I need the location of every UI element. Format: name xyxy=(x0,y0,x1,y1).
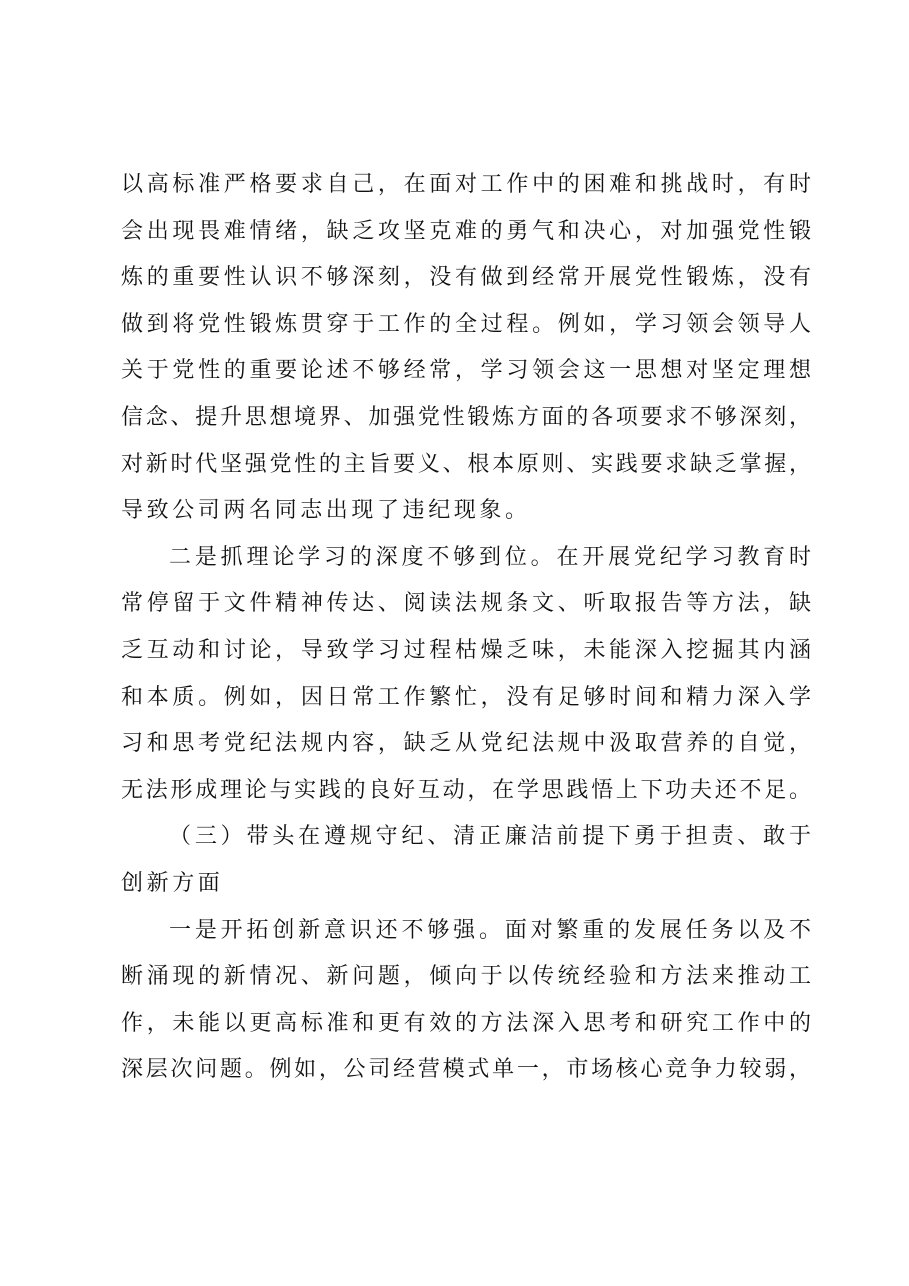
text-line: 二是抓理论学习的深度不够到位。在开展党纪学习教育时 xyxy=(169,544,811,570)
text-line: 对新时代坚强党性的主旨要义、根本原则、实践要求缺乏掌握， xyxy=(121,451,811,477)
text-line: 会出现畏难情绪，缺乏攻坚克难的勇气和决心，对加强党性锻 xyxy=(121,218,811,244)
text-line: 断涌现的新情况、新问题，倾向于以传统经验和方法来推动工 xyxy=(121,964,811,990)
text-line: 导致公司两名同志出现了违纪现象。 xyxy=(121,498,531,524)
text-line: 做到将党性锻炼贯穿于工作的全过程。例如，学习领会领导人 xyxy=(121,311,811,337)
heading-line: 创新方面 xyxy=(121,870,224,896)
text-line: 和本质。例如，因日常工作繁忙，没有足够时间和精力深入学 xyxy=(121,684,811,710)
text-line: 习和思考党纪法规内容，缺乏从党纪法规中汲取营养的自觉， xyxy=(121,731,811,757)
heading-line: （三）带头在遵规守纪、清正廉洁前提下勇于担责、敢于 xyxy=(169,824,811,850)
text-line: 信念、提升思想境界、加强党性锻炼方面的各项要求不够深刻， xyxy=(121,404,811,430)
text-line: 深层次问题。例如，公司经营模式单一，市场核心竞争力较弱， xyxy=(121,1057,811,1083)
text-line: 炼的重要性认识不够深刻，没有做到经常开展党性锻炼，没有 xyxy=(121,265,811,291)
text-line: 无法形成理论与实践的良好互动，在学思践悟上下功夫还不足。 xyxy=(121,777,811,803)
text-line: 作，未能以更高标准和更有效的方法深入思考和研究工作中的 xyxy=(121,1010,811,1036)
section-heading-three xyxy=(121,814,811,907)
text-line: 以高标准严格要求自己，在面对工作中的困难和挑战时，有时 xyxy=(121,172,811,197)
text-line: 关于党性的重要论述不够经常，学习领会这一思想对坚定理想 xyxy=(121,358,811,384)
text-line: 常停留于文件精神传达、阅读法规条文、听取报告等方法，缺 xyxy=(121,591,811,617)
paragraph-party-spirit xyxy=(121,162,811,535)
paragraph-theory-study xyxy=(121,535,811,815)
paragraph-innovation xyxy=(121,908,811,1094)
text-line: 一是开拓创新意识还不够强。面对繁重的发展任务以及不 xyxy=(169,917,811,943)
text-line: 乏互动和讨论，导致学习过程枯燥乏味，未能深入挖掘其内涵 xyxy=(121,637,811,663)
document-body xyxy=(121,162,811,1094)
